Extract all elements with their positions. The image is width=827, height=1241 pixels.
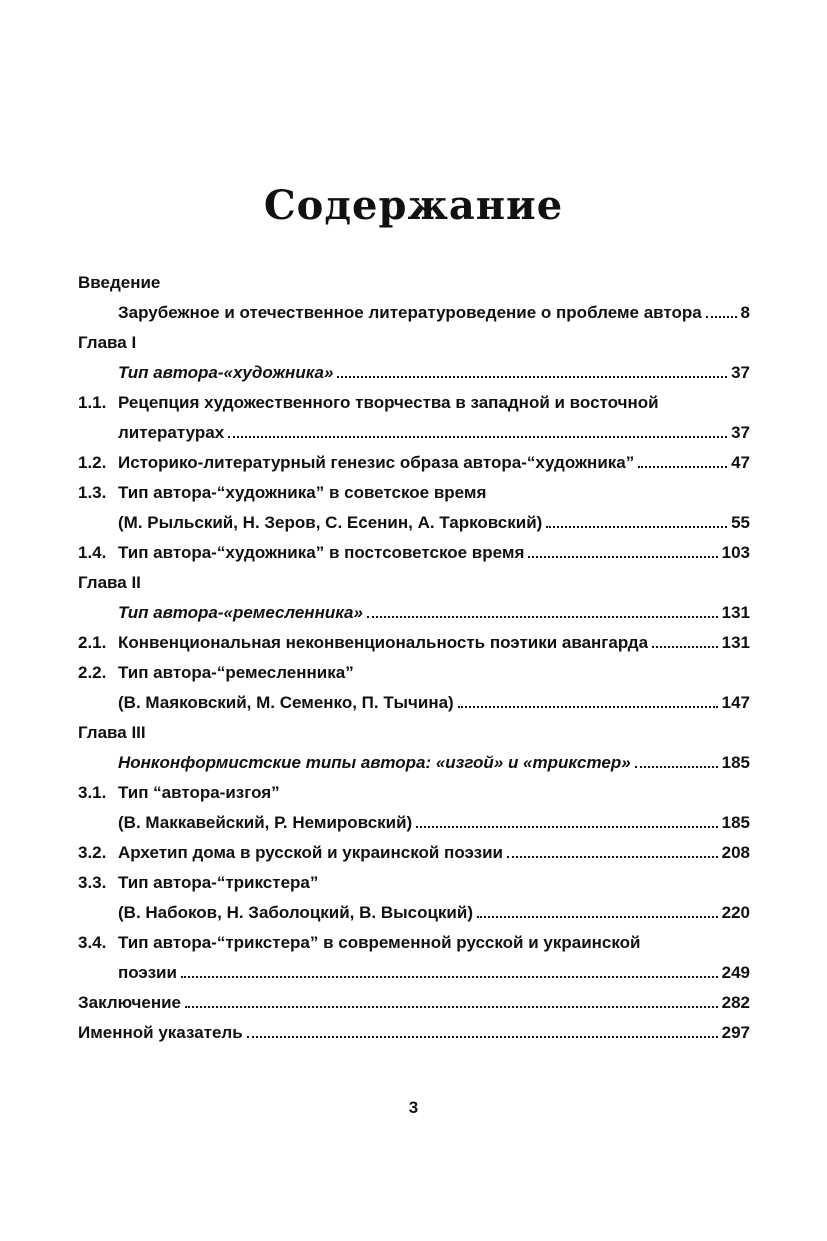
leader-dots	[458, 692, 718, 708]
page-number: 282	[721, 993, 750, 1012]
toc-entry[interactable]: Тип автора-«художника» 37	[78, 358, 750, 388]
leader-dots	[635, 752, 718, 768]
toc-entry[interactable]: 3.2. Архетип дома в русской и украинской поэзии 208	[78, 838, 750, 868]
page-title: Содержание	[263, 182, 564, 229]
leader-dots	[477, 902, 718, 918]
leader-dots	[185, 992, 718, 1008]
leader-dots	[228, 422, 727, 438]
toc-entry[interactable]: Тип автора-«ремесленника» 131	[78, 598, 750, 628]
leader-dots	[416, 812, 717, 828]
toc-entry[interactable]: 3.4. Тип автора-“трикстера” в современной русской и украинской	[78, 933, 641, 952]
toc-entry[interactable]: 3.1. Тип “автора-изгоя”	[78, 783, 280, 802]
toc-entry[interactable]: Зарубежное и отечественное литературоведение о проблеме автора 8	[78, 298, 750, 328]
toc-entry[interactable]: 2.1. Конвенциональная неконвенциональность поэтики авангарда 131	[78, 628, 750, 658]
page-number: 103	[721, 543, 750, 562]
page-number: 147	[721, 693, 750, 712]
toc-entry[interactable]: 3.3. Тип автора-“трикстера”	[78, 873, 319, 892]
page-number: 208	[721, 843, 750, 862]
toc-entry-index[interactable]: Именной указатель 297	[78, 1018, 750, 1048]
leader-dots	[181, 962, 718, 978]
toc-entry[interactable]: 1.1. Рецепция художественного творчества в западной и восточной	[78, 393, 659, 412]
toc-heading-chapter-3: Глава III	[78, 723, 146, 742]
leader-dots	[337, 362, 727, 378]
page-number: 55	[731, 513, 750, 532]
leader-dots	[528, 542, 717, 558]
toc-heading-chapter-2: Глава II	[78, 573, 141, 592]
page-number: 37	[731, 423, 750, 442]
toc-entry[interactable]: 1.2. Историко-литературный генезис образа автора-“художника” 47	[78, 448, 750, 478]
table-of-contents	[78, 268, 750, 1048]
leader-dots	[652, 632, 718, 648]
leader-dots	[638, 452, 727, 468]
page-number: 131	[721, 603, 750, 622]
page-number: 185	[721, 813, 750, 832]
toc-heading-intro: Введение	[78, 273, 161, 292]
page-number: 220	[721, 903, 750, 922]
toc-entry-continuation[interactable]: (В. Маккавейский, Р. Немировский) 185	[78, 808, 750, 838]
page-number: 249	[721, 963, 750, 982]
page-number: 37	[731, 363, 750, 382]
page-number: 47	[731, 453, 750, 472]
leader-dots	[507, 842, 718, 858]
leader-dots	[367, 602, 718, 618]
page-number: 131	[721, 633, 750, 652]
leader-dots	[546, 512, 727, 528]
page-number: 8	[740, 303, 750, 322]
toc-entry-conclusion[interactable]: Заключение 282	[78, 988, 750, 1018]
toc-entry[interactable]: 1.4. Тип автора-“художника” в постсоветское время 103	[78, 538, 750, 568]
toc-entry-continuation[interactable]: (М. Рыльский, Н. Зеров, С. Есенин, А. Тарковский) 55	[78, 508, 750, 538]
toc-entry-continuation[interactable]: (В. Маяковский, М. Семенко, П. Тычина) 147	[78, 688, 750, 718]
toc-entry[interactable]: 1.3. Тип автора-“художника” в советское время	[78, 483, 487, 502]
page-number: 297	[721, 1023, 750, 1042]
toc-entry-continuation[interactable]: литературах 37	[78, 418, 750, 448]
leader-dots	[247, 1022, 718, 1038]
page-number: 185	[721, 753, 750, 772]
page-folio: 3	[408, 1098, 419, 1117]
toc-entry-continuation[interactable]: (В. Набоков, Н. Заболоцкий, В. Высоцкий) 220	[78, 898, 750, 928]
toc-heading-chapter-1: Глава I	[78, 333, 137, 352]
leader-dots	[706, 302, 737, 318]
toc-entry[interactable]: 2.2. Тип автора-“ремесленника”	[78, 663, 354, 682]
toc-entry-continuation[interactable]: поэзии 249	[78, 958, 750, 988]
toc-entry[interactable]: Нонконформистские типы автора: «изгой» и «трикстер» 185	[78, 748, 750, 778]
